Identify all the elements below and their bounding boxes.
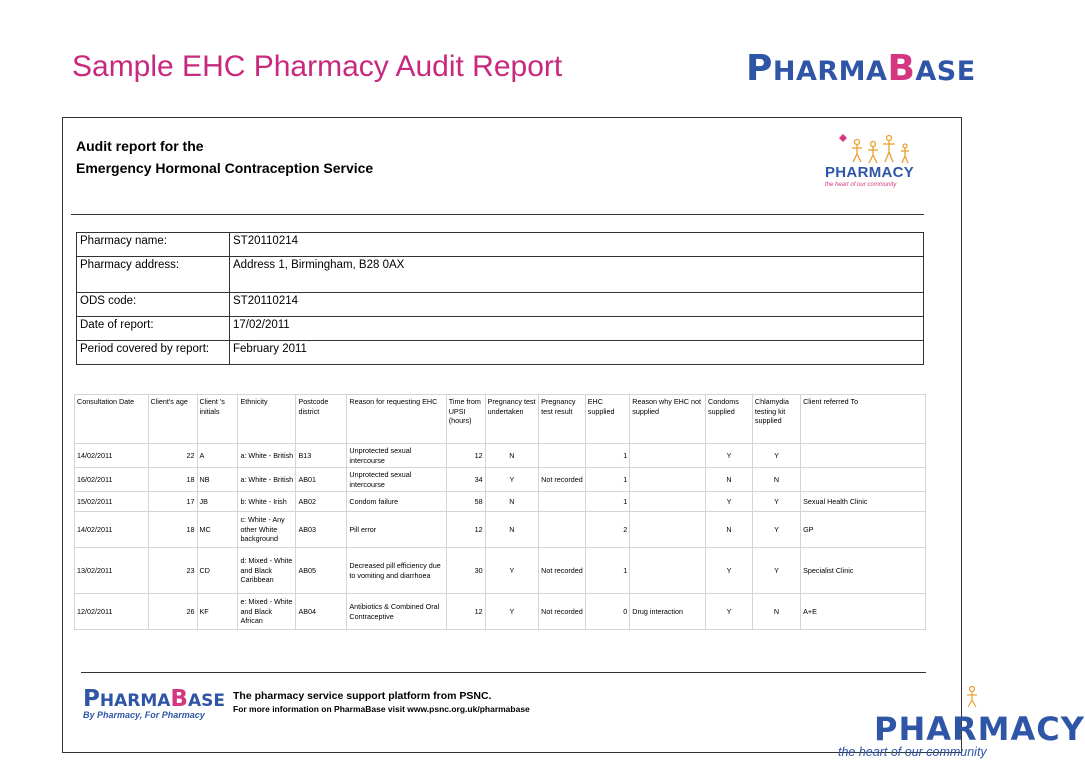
column-header: Client's age	[148, 395, 197, 444]
table-cell	[630, 444, 706, 468]
pharmabase-logo: PHARMABASE	[746, 48, 976, 89]
info-label: Date of report:	[77, 317, 230, 341]
column-header: Client referred To	[801, 395, 926, 444]
info-value: ST20110214	[230, 293, 924, 317]
table-cell: N	[706, 512, 753, 548]
table-cell: B13	[296, 444, 347, 468]
column-header: Chlamydia testing kit supplied	[752, 395, 800, 444]
info-label: Pharmacy name:	[77, 233, 230, 257]
pharmacy-logo	[825, 132, 921, 192]
table-cell: 1	[585, 468, 630, 492]
table-cell: Sexual Health Clinic	[801, 492, 926, 512]
table-cell: 58	[446, 492, 485, 512]
table-cell: Y	[485, 594, 539, 630]
table-cell: 12	[446, 444, 485, 468]
table-cell: CD	[197, 548, 238, 594]
table-cell	[801, 444, 926, 468]
table-cell: 15/02/2011	[75, 492, 149, 512]
info-row	[77, 293, 924, 317]
column-header: Reason for requesting EHC	[347, 395, 446, 444]
table-cell: Unprotected sexual intercourse	[347, 468, 446, 492]
document-heading: Audit report for the Emergency Hormonal Contraception Service	[76, 138, 374, 176]
audit-table	[74, 394, 926, 630]
table-cell: N	[485, 492, 539, 512]
table-cell: 1	[585, 548, 630, 594]
info-value: ST20110214	[230, 233, 924, 257]
table-row	[75, 548, 926, 594]
table-cell: c: White - Any other White background	[238, 512, 296, 548]
table-cell: Y	[752, 444, 800, 468]
table-cell: N	[752, 468, 800, 492]
table-cell: 34	[446, 468, 485, 492]
person-figure-icon	[962, 685, 982, 709]
table-cell: 14/02/2011	[75, 444, 149, 468]
table-cell: 17	[148, 492, 197, 512]
info-row	[77, 317, 924, 341]
table-row	[75, 468, 926, 492]
info-row	[77, 341, 924, 365]
table-cell: Not recorded	[539, 468, 586, 492]
column-header: Ethnicity	[238, 395, 296, 444]
table-cell: N	[485, 512, 539, 548]
table-cell: Y	[752, 512, 800, 548]
column-header: Postcode district	[296, 395, 347, 444]
table-row	[75, 512, 926, 548]
table-cell: 12	[446, 512, 485, 548]
table-cell: a: White - British	[238, 468, 296, 492]
people-figures-icon	[835, 132, 915, 166]
table-cell: 30	[446, 548, 485, 594]
table-cell: Y	[706, 548, 753, 594]
table-cell: KF	[197, 594, 238, 630]
pharmacy-logo-tagline: the heart of our community	[825, 182, 897, 188]
table-cell	[539, 512, 586, 548]
footer-pharmabase-logo: PHARMABASE By Pharmacy, For Pharmacy	[83, 686, 225, 720]
table-cell: N	[752, 594, 800, 630]
table-cell: N	[485, 444, 539, 468]
table-cell: Y	[485, 468, 539, 492]
table-cell: b: White - Irish	[238, 492, 296, 512]
table-cell: 12	[446, 594, 485, 630]
table-cell: AB05	[296, 548, 347, 594]
column-header: Reason why EHC not supplied	[630, 395, 706, 444]
table-cell: Drug interaction	[630, 594, 706, 630]
table-cell	[630, 512, 706, 548]
table-cell: Not recorded	[539, 594, 586, 630]
info-row	[77, 233, 924, 257]
table-cell: Decreased pill efficiency due to vomiting and diarrhoea	[347, 548, 446, 594]
column-header: Client 's initials	[197, 395, 238, 444]
table-cell: Pill error	[347, 512, 446, 548]
table-row	[75, 594, 926, 630]
corner-pharmacy-tagline: the heart of our community	[838, 745, 987, 759]
table-cell: Condom failure	[347, 492, 446, 512]
table-cell: AB02	[296, 492, 347, 512]
info-label: Pharmacy address:	[77, 257, 230, 293]
table-cell: A+E	[801, 594, 926, 630]
table-cell: 13/02/2011	[75, 548, 149, 594]
table-cell: 26	[148, 594, 197, 630]
table-cell: JB	[197, 492, 238, 512]
table-cell: AB01	[296, 468, 347, 492]
table-cell: Y	[752, 548, 800, 594]
column-header: Pregnancy test undertaken	[485, 395, 539, 444]
info-value: Address 1, Birmingham, B28 0AX	[230, 257, 924, 293]
table-cell: Y	[706, 594, 753, 630]
table-cell: Not recorded	[539, 548, 586, 594]
table-cell: 14/02/2011	[75, 512, 149, 548]
footer-divider	[81, 672, 926, 673]
info-value: 17/02/2011	[230, 317, 924, 341]
table-cell: 18	[148, 512, 197, 548]
info-value: February 2011	[230, 341, 924, 365]
table-cell: Y	[485, 548, 539, 594]
table-cell: 0	[585, 594, 630, 630]
table-cell: 16/02/2011	[75, 468, 149, 492]
table-cell: Y	[752, 492, 800, 512]
table-cell	[539, 444, 586, 468]
table-row	[75, 444, 926, 468]
table-cell: a: White - British	[238, 444, 296, 468]
table-cell	[801, 468, 926, 492]
info-row	[77, 257, 924, 293]
table-cell: AB04	[296, 594, 347, 630]
table-cell	[630, 548, 706, 594]
table-cell: e: Mixed - White and Black African	[238, 594, 296, 630]
info-label: ODS code:	[77, 293, 230, 317]
table-cell: 18	[148, 468, 197, 492]
table-cell	[630, 468, 706, 492]
table-cell: AB03	[296, 512, 347, 548]
divider	[71, 214, 924, 215]
corner-pharmacy-word: PHARMACY	[874, 710, 1085, 748]
table-cell: 22	[148, 444, 197, 468]
table-cell	[630, 492, 706, 512]
table-cell: NB	[197, 468, 238, 492]
audit-document	[62, 117, 962, 753]
table-cell: 1	[585, 444, 630, 468]
table-cell: 1	[585, 492, 630, 512]
table-cell: GP	[801, 512, 926, 548]
footer-text: The pharmacy service support platform from PSNC. For more information on PharmaBase visit www.psnc.org.uk/pharmabase	[233, 690, 530, 714]
column-header: EHC supplied	[585, 395, 630, 444]
table-cell	[539, 492, 586, 512]
table-cell: 12/02/2011	[75, 594, 149, 630]
pharmacy-info-table	[76, 232, 924, 365]
table-cell: Unprotected sexual intercourse	[347, 444, 446, 468]
table-cell: Specialist Clinic	[801, 548, 926, 594]
table-cell: A	[197, 444, 238, 468]
table-cell: MC	[197, 512, 238, 548]
pharmacy-logo-word: PHARMACY	[825, 164, 915, 181]
table-cell: Y	[706, 444, 753, 468]
column-header: Consultation Date	[75, 395, 149, 444]
corner-pharmacy-logo	[838, 685, 1085, 768]
table-cell: Antibiotics & Combined Oral Contraceptive	[347, 594, 446, 630]
footer-logo-tagline: By Pharmacy, For Pharmacy	[83, 710, 205, 720]
info-label: Period covered by report:	[77, 341, 230, 365]
column-header: Pregnancy test result	[539, 395, 586, 444]
table-cell: 23	[148, 548, 197, 594]
column-header: Condoms supplied	[706, 395, 753, 444]
table-row	[75, 492, 926, 512]
slide-title: Sample EHC Pharmacy Audit Report	[72, 50, 563, 83]
column-header: Time from UPSI (hours)	[446, 395, 485, 444]
table-cell: Y	[706, 492, 753, 512]
table-cell: 2	[585, 512, 630, 548]
table-cell: d: Mixed - White and Black Caribbean	[238, 548, 296, 594]
table-cell: N	[706, 468, 753, 492]
